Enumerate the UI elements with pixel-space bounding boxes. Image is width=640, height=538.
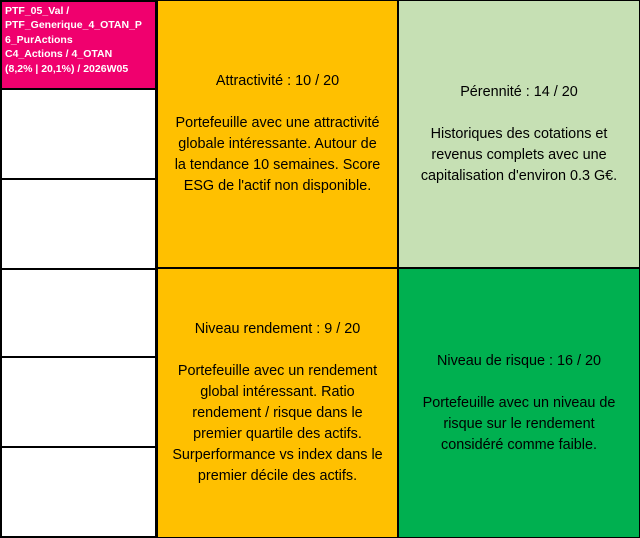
perennite-text: Historiques des cotations et revenus complets avec une capitalisation d'environ 0.3 G€. [420, 125, 618, 184]
attractivite-text: Portefeuille avec une attractivité globale intéressante. Autour de la tendance 10 semaines. Score ESG de l'actif non disponible. [174, 115, 381, 194]
rendement-panel[interactable] [157, 268, 398, 538]
attractivite-panel[interactable] [157, 0, 398, 268]
empty-cell-4[interactable] [0, 356, 157, 448]
risque-text: Portefeuille avec un niveau de risque sur le rendement considéré comme faible. [422, 394, 616, 453]
risque-panel[interactable] [398, 268, 640, 538]
portfolio-title-cell[interactable] [0, 0, 157, 90]
portfolio-title-line-5: (8,2% | 20,1%) / 2026W05 [5, 62, 129, 75]
empty-cell-2[interactable] [0, 178, 157, 270]
portfolio-title-line-1: PTF_05_Val / [5, 5, 70, 17]
rendement-title: Niveau rendement : 9 / 20 [194, 321, 361, 337]
portfolio-title-line-2: PTF_Generique_4_OTAN_P [5, 19, 142, 32]
perennite-title: Pérennité : 14 / 20 [460, 83, 578, 100]
rendement-text: Portefeuille avec un rendement global intéressant. Ratio rendement / risque dans le premier quartile des actifs. Surperformance vs index dans le premier décile des actifs. [172, 363, 383, 484]
risque-title: Niveau de risque : 16 / 20 [437, 352, 601, 369]
empty-cell-1[interactable] [0, 88, 157, 180]
portfolio-title-line-3: 6_PurActions [5, 33, 73, 46]
attractivite-title: Attractivité : 10 / 20 [215, 73, 340, 89]
portfolio-title-line-4: C4_Actions / 4_OTAN [5, 48, 113, 61]
empty-cell-3[interactable] [0, 268, 157, 358]
perennite-panel[interactable] [398, 0, 640, 268]
empty-cell-5[interactable] [0, 446, 157, 538]
left-column [0, 0, 157, 538]
